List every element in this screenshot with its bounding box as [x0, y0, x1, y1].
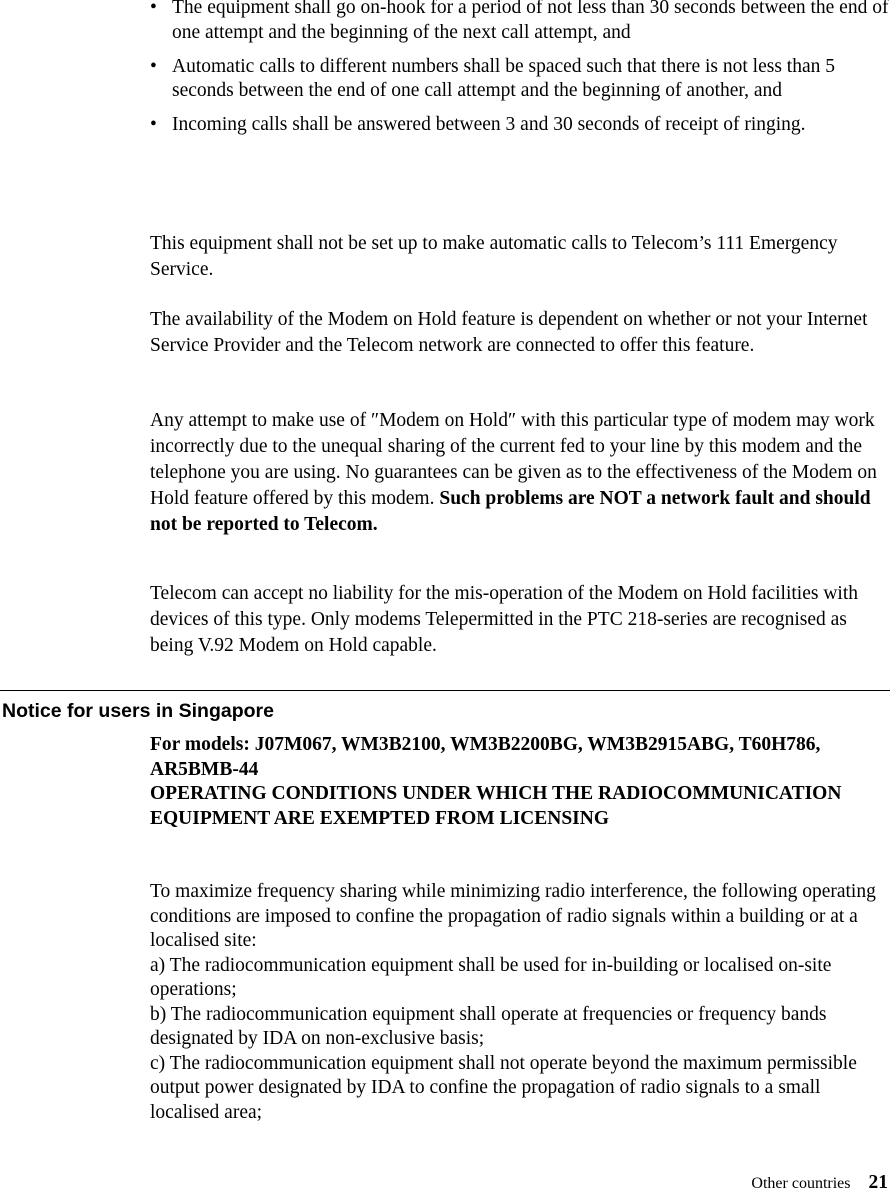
bullet-text: Automatic calls to different numbers shall be spaced such that there is not less than 5 seconds between the end of one call attempt and the beginning of another, and: [172, 55, 836, 101]
requirements-bullet-list: [150, 0, 890, 147]
models-list: For models: J07M067, WM3B2100, WM3B2200BG, WM3B2915ABG, T60H786, AR5BMB-44: [150, 734, 821, 780]
warning-text: Any attempt to make use of ″Modem on Hold″ with this particular type of modem may work incorrectly due to the unequal sharing of the current fed to your line by this modem and the telephone you are using. No guarantees can be given as to the effectiveness of the Modem on Hold feature offered by this modem.: [150, 410, 877, 509]
modem-on-hold-warning-paragraph: [150, 408, 888, 538]
bullet-text: Incoming calls shall be answered between 3 and 30 seconds of receipt of ringing.: [172, 114, 806, 135]
operating-conditions-title: OPERATING CONDITIONS UNDER WHICH THE RADIOCOMMUNICATION EQUIPMENT ARE EXEMPTED FROM LICENSING: [150, 783, 842, 829]
footer-section-label: Other countries: [751, 1175, 851, 1192]
condition-c: c) The radiocommunication equipment shall not operate beyond the maximum permissible output power designated by IDA to confine the propagation of radio signals to a small localised area;: [150, 1052, 857, 1123]
warning-bold-text: Such problems are NOT a network fault and should not be reported to Telecom.: [150, 488, 871, 535]
bullet-dot-icon: •: [150, 0, 157, 18]
emergency-service-paragraph: This equipment shall not be set up to make automatic calls to Telecom’s 111 Emergency Service.: [150, 233, 838, 280]
bullet-item: [150, 113, 890, 138]
page-footer: [751, 1172, 888, 1195]
models-block: [150, 733, 890, 831]
singapore-section-heading: Notice for users in Singapore: [2, 700, 274, 722]
page-number: 21: [868, 1172, 888, 1193]
bullet-text: The equipment shall go on-hook for a period of not less than 30 seconds between the end of one attempt and the beginning of the next call attempt, and: [172, 0, 889, 43]
condition-a: a) The radiocommunication equipment shall be used for in-building or localised on-site operations;: [150, 954, 832, 1000]
operating-conditions: [150, 880, 888, 1125]
bullet-item: [150, 0, 890, 45]
section-divider: [0, 690, 890, 691]
liability-paragraph: Telecom can accept no liability for the mis-operation of the Modem on Hold facilities with devices of this type. Only modems Telepermitted in the PTC 218-series are recognised as being V.92 Modem on Hold capable.: [150, 583, 859, 656]
bullet-item: [150, 55, 890, 104]
bullet-dot-icon: •: [150, 114, 157, 135]
availability-paragraph: The availability of the Modem on Hold feature is dependent on whether or not your Internet Service Provider and the Telecom network are connected to offer this feature.: [150, 309, 868, 356]
conditions-intro: To maximize frequency sharing while minimizing radio interference, the following operating conditions are imposed to confine the propagation of radio signals within a building or at a localised site:: [150, 881, 876, 951]
bullet-dot-icon: •: [150, 55, 157, 77]
condition-b: b) The radiocommunication equipment shall operate at frequencies or frequency bands designated by IDA on non-exclusive basis;: [150, 1003, 827, 1049]
